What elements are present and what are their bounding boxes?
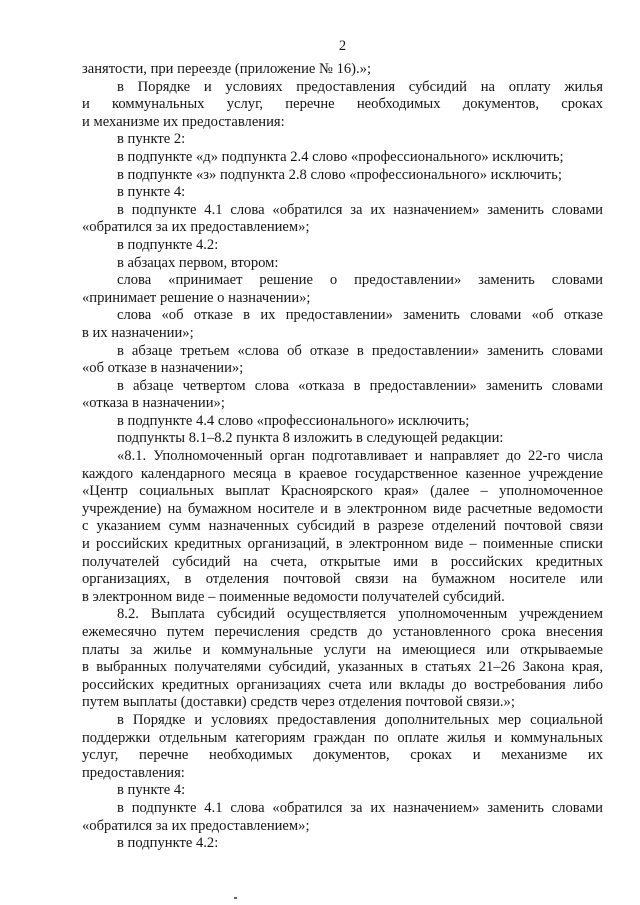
- text-line: в пункте 4:: [117, 782, 186, 799]
- text-line: в Порядке и условиях предоставления субсидий на оплату жилья: [117, 78, 603, 95]
- text-line: услуг, перечне необходимых документов, сроках и механизме их: [82, 747, 603, 764]
- text-line: с указанием сумм назначенных субсидий в разрезе отделений почтовой связи: [82, 518, 603, 535]
- text-line: слова «об отказе в их предоставлении» заменить словами «об отказе: [117, 307, 603, 324]
- text-line: «Центр социальных выплат Красноярского края» (далее – уполномоченное: [82, 483, 603, 500]
- paragraph: [82, 272, 603, 307]
- paragraph: [82, 343, 603, 378]
- text-line: «8.1. Уполномоченный орган подготавливает и направляет до 22-го числа: [117, 448, 603, 465]
- paragraph: [82, 800, 603, 835]
- text-line: подпункты 8.1–8.2 пункта 8 изложить в следующей редакции:: [117, 430, 504, 447]
- text-line: получателей субсидий на счета, открытые ими в российских кредитных: [82, 553, 603, 570]
- text-line: ежемесячно путем перечисления средств до установленного срока внесения: [82, 624, 603, 640]
- text-line: учреждение) на бумажном носителе и в электронном виде расчетные ведомости: [82, 500, 603, 517]
- text-line: 8.2. Выплата субсидий осуществляется уполномоченным учреждением: [117, 606, 603, 623]
- page-number: 2: [338, 38, 347, 54]
- text-line: поддержки отдельным категориям граждан по оплате жилья и коммунальных: [82, 729, 603, 746]
- text-line: слова «принимает решение о предоставлении» заменить словами: [117, 272, 603, 289]
- scan-mark: [234, 897, 237, 899]
- text-line: в подпункте «д» подпункта 2.4 слово «профессионального» исключить;: [117, 148, 564, 165]
- paragraph: [82, 184, 603, 202]
- text-line: в абзаце четвертом слова «отказа в предоставлении» заменить словами: [117, 377, 603, 394]
- text-line: в Порядке и условиях предоставления дополнительных мер социальной: [117, 711, 603, 728]
- paragraph: [82, 61, 603, 79]
- text-line: в пункте 4:: [117, 184, 186, 201]
- document-body: [82, 61, 603, 853]
- paragraph: [82, 202, 603, 237]
- text-line: в подпункте 4.1 слова «обратился за их назначением» заменить словами: [117, 799, 603, 816]
- paragraph: [82, 430, 603, 448]
- paragraph: [82, 255, 603, 273]
- paragraph: [82, 712, 603, 782]
- paragraph: [82, 79, 603, 132]
- text-line: в подпункте 4.2:: [117, 835, 219, 852]
- text-line: в подпункте 4.2:: [117, 236, 219, 253]
- text-line: и коммунальных услуг, перечне необходимых документов, сроках: [82, 96, 603, 113]
- text-line: и механизме их предоставления:: [82, 113, 285, 130]
- paragraph: [82, 131, 603, 149]
- text-line: «отказа в назначении»;: [82, 395, 225, 412]
- paragraph: [82, 378, 603, 413]
- text-line: и российских кредитных организаций, в электронном виде – поименные списки: [82, 536, 603, 553]
- paragraph: [82, 167, 603, 185]
- text-line: в подпункте 4.1 слова «обратился за их назначением» заменить словами: [117, 201, 603, 218]
- text-line: в электронном виде – поименные ведомости получателей субсидий.: [82, 588, 505, 605]
- text-line: в абзаце третьем «слова об отказе в предоставлении» заменить словами: [117, 342, 603, 359]
- text-line: в выбранных получателями субсидий, указанных в статьях 21–26 Закона края,: [82, 659, 603, 676]
- text-line: путем выплаты (доставки) средств через отделения почтовой связи.»;: [82, 694, 515, 711]
- text-line: организациях, в отделения почтовой связи на бумажном носителе или: [82, 571, 603, 588]
- text-line: «обратился за их предоставлением»;: [82, 817, 310, 834]
- text-line: в подпункте 4.4 слово «профессионального» исключить;: [117, 412, 470, 429]
- paragraph: [82, 835, 603, 853]
- text-line: в абзацах первом, втором:: [117, 254, 279, 271]
- text-line: в подпункте «з» подпункта 2.8 слово «профессионального» исключить;: [117, 166, 562, 183]
- paragraph: [82, 149, 603, 167]
- text-line: платы за жилье и коммунальные услуги на имеющиеся или открываемые: [82, 641, 603, 658]
- paragraph: [82, 606, 603, 712]
- text-line: занятости, при переезде (приложение № 16).»;: [82, 61, 372, 77]
- text-line: российских кредитных организациях счета или вклады до востребования либо: [82, 676, 603, 693]
- text-line: «принимает решение о назначении»;: [82, 289, 311, 306]
- paragraph: [82, 307, 603, 342]
- text-line: «об отказе в назначении»;: [82, 360, 244, 377]
- text-line: «обратился за их предоставлением»;: [82, 219, 310, 236]
- paragraph: [82, 448, 603, 606]
- text-line: предоставления:: [82, 764, 185, 781]
- paragraph: [82, 413, 603, 431]
- text-line: в их назначении»;: [82, 324, 194, 341]
- paragraph: [82, 237, 603, 255]
- text-line: каждого календарного месяца в краевое государственное казенное учреждение: [82, 465, 603, 482]
- text-line: в пункте 2:: [117, 131, 186, 148]
- paragraph: [82, 782, 603, 800]
